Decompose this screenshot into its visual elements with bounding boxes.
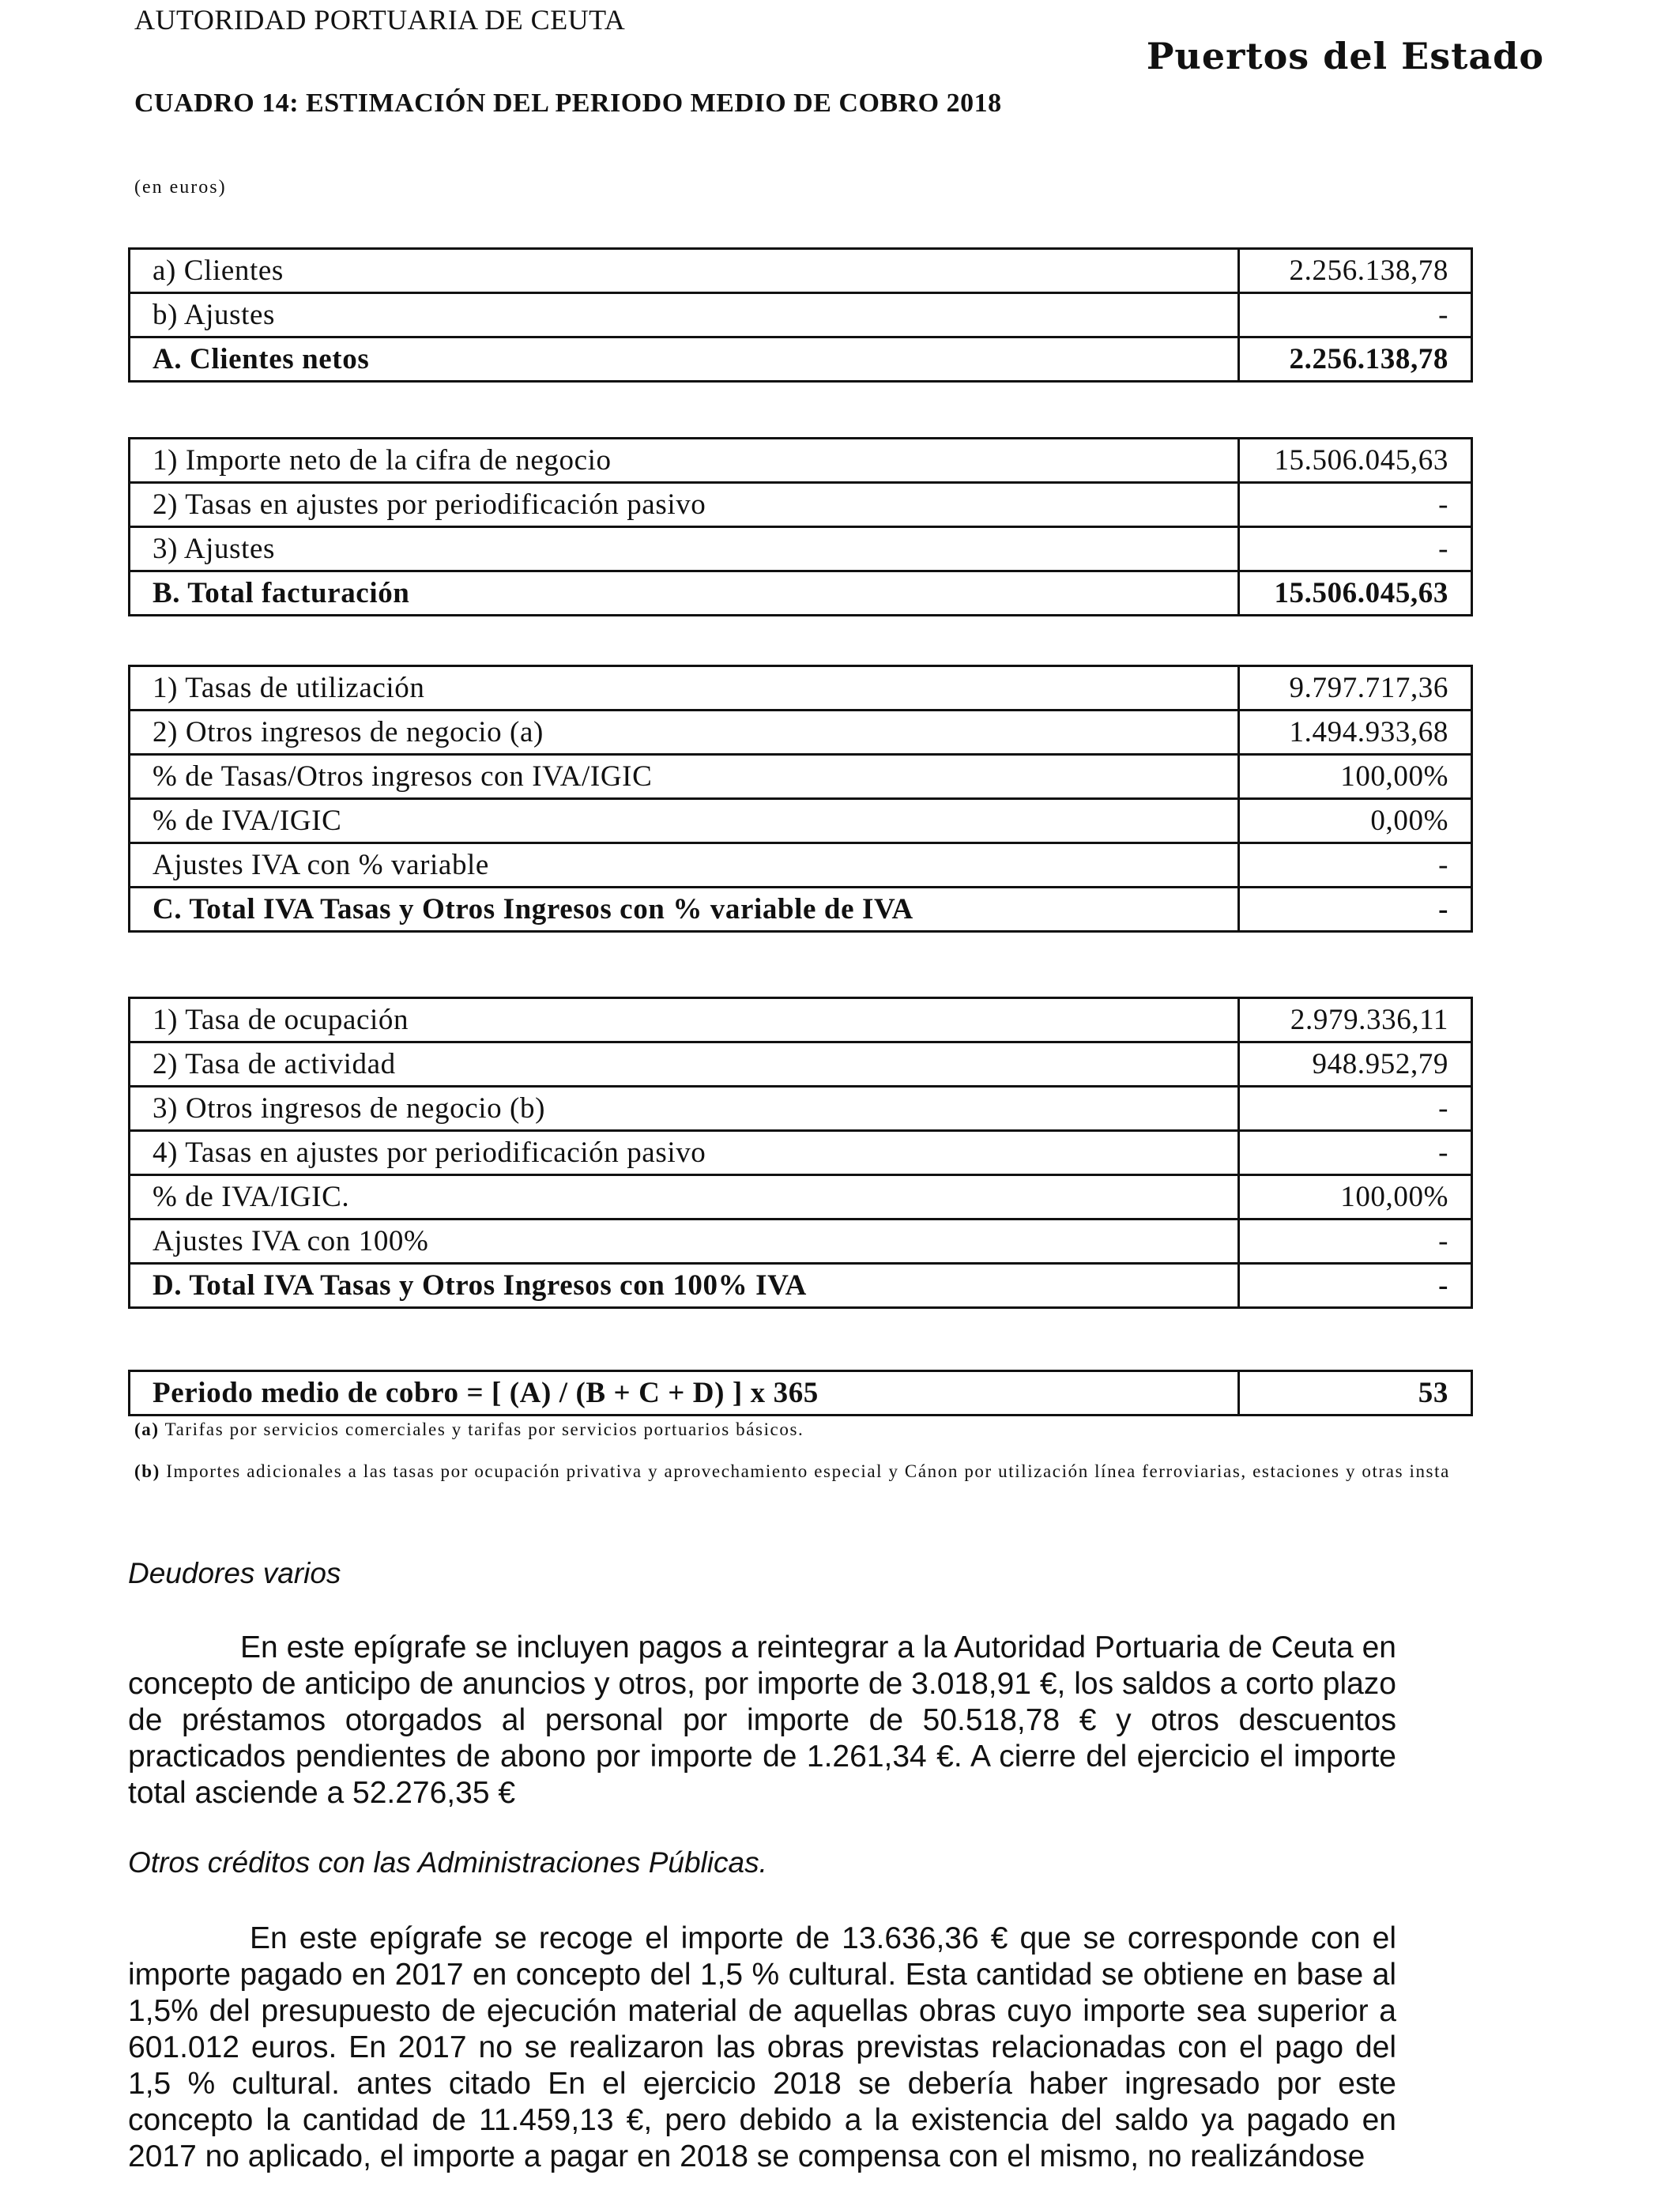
total-row [130, 1264, 1472, 1308]
total-row [130, 888, 1472, 932]
total-row [130, 1371, 1472, 1416]
row-value: 15.506.045,63 [1239, 439, 1472, 483]
row-value: 1.494.933,68 [1239, 711, 1472, 755]
table-row [130, 998, 1472, 1042]
section-heading-deudores: Deudores varios [128, 1557, 341, 1589]
row-label: % de IVA/IGIC [130, 799, 1239, 843]
table-row [130, 439, 1472, 483]
section-heading-otros-creditos: Otros créditos con las Administraciones Públicas. [128, 1846, 767, 1879]
row-value: 2.979.336,11 [1239, 998, 1472, 1042]
footnote-b [134, 1461, 1554, 1482]
total-row [130, 571, 1472, 616]
row-label: 1) Tasas de utilización [130, 666, 1239, 711]
row-value: - [1239, 888, 1472, 932]
organization-name: AUTORIDAD PORTUARIA DE CEUTA [134, 4, 626, 36]
row-value: - [1239, 1220, 1472, 1264]
row-value: - [1239, 527, 1472, 571]
row-label: 2) Tasa de actividad [130, 1042, 1239, 1087]
footnote-marker: (a) [134, 1419, 160, 1439]
table-row [130, 843, 1472, 888]
table-row [130, 527, 1472, 571]
row-value: 0,00% [1239, 799, 1472, 843]
row-label: % de Tasas/Otros ingresos con IVA/IGIC [130, 755, 1239, 799]
footnote-text: Importes adicionales a las tasas por ocupación privativa y aprovechamiento especial y Cánon por utilización línea ferroviarias, estaciones y otras insta [166, 1461, 1450, 1481]
row-value: - [1239, 1087, 1472, 1131]
section-paragraph-otros-creditos [128, 1921, 1396, 2175]
row-value: 2.256.138,78 [1239, 337, 1472, 382]
row-value: - [1239, 843, 1472, 888]
periodo-medio-cobro-table [128, 1370, 1473, 1416]
table-row [130, 1175, 1472, 1220]
row-label: 3) Ajustes [130, 527, 1239, 571]
unit-note: (en euros) [134, 177, 227, 198]
table-row [130, 483, 1472, 527]
row-value: 9.797.717,36 [1239, 666, 1472, 711]
section-paragraph-deudores [128, 1630, 1396, 1811]
row-label: 2) Otros ingresos de negocio (a) [130, 711, 1239, 755]
row-value: - [1239, 293, 1472, 337]
iva-variable-table [128, 665, 1473, 933]
table-title: CUADRO 14: ESTIMACIÓN DEL PERIODO MEDIO DE COBRO 2018 [134, 89, 1002, 118]
formula-value: 53 [1239, 1371, 1472, 1416]
row-label: B. Total facturación [130, 571, 1239, 616]
table-row [130, 1131, 1472, 1175]
table-row [130, 293, 1472, 337]
row-label: D. Total IVA Tasas y Otros Ingresos con 100% IVA [130, 1264, 1239, 1308]
facturacion-table [128, 437, 1473, 616]
row-value: - [1239, 1131, 1472, 1175]
row-label: b) Ajustes [130, 293, 1239, 337]
table-row [130, 711, 1472, 755]
row-label: C. Total IVA Tasas y Otros Ingresos con % variable de IVA [130, 888, 1239, 932]
row-label: 2) Tasas en ajustes por periodificación pasivo [130, 483, 1239, 527]
table-row [130, 1087, 1472, 1131]
row-value: - [1239, 483, 1472, 527]
row-value: 948.952,79 [1239, 1042, 1472, 1087]
row-label: % de IVA/IGIC. [130, 1175, 1239, 1220]
clientes-table [128, 247, 1473, 383]
formula-label: Periodo medio de cobro = [ (A) / (B + C + D) ] x 365 [130, 1371, 1239, 1416]
table-row [130, 666, 1472, 711]
row-value: 15.506.045,63 [1239, 571, 1472, 616]
row-label: 3) Otros ingresos de negocio (b) [130, 1087, 1239, 1131]
table-row [130, 249, 1472, 293]
paragraph-text: En este epígrafe se incluyen pagos a reintegrar a la Autoridad Portuaria de Ceuta en concepto de anticipo de anuncios y otros, por importe de 3.018,91 €, los saldos a corto plazo de préstamos otorgados al personal por importe de 50.518,78 € y otros descuentos practicados pendientes de abono por importe de 1.261,34 €. A cierre del ejercicio el importe total asciende a 52.276,35 € [128, 1630, 1396, 1810]
table-row [130, 1042, 1472, 1087]
row-value: - [1239, 1264, 1472, 1308]
row-label: Ajustes IVA con % variable [130, 843, 1239, 888]
row-label: Ajustes IVA con 100% [130, 1220, 1239, 1264]
footnote-text: Tarifas por servicios comerciales y tarifas por servicios portuarios básicos. [164, 1419, 804, 1439]
iva-100-table [128, 997, 1473, 1309]
row-label: 1) Tasa de ocupación [130, 998, 1239, 1042]
footnote-marker: (b) [134, 1461, 160, 1481]
row-label: 4) Tasas en ajustes por periodificación pasivo [130, 1131, 1239, 1175]
table-row [130, 799, 1472, 843]
table-row [130, 1220, 1472, 1264]
total-row [130, 337, 1472, 382]
row-label: A. Clientes netos [130, 337, 1239, 382]
row-label: a) Clientes [130, 249, 1239, 293]
paragraph-text: En este epígrafe se recoge el importe de 13.636,36 € que se corresponde con el importe pagado en 2017 en concepto del 1,5 % cultural. Esta cantidad se obtiene en base al 1,5% del presupuesto de ejecución material de aquellas obras cuyo importe sea superior a 601.012 euros. En 2017 no se realizaron las obras previstas relacionadas con el pago del 1,5 % cultural. antes citado En el ejercicio 2018 se debería haber ingresado por este concepto la cantidad de 11.459,13 €, pero debido a la existencia del saldo ya pagado en 2017 no aplicado, el importe a pagar en 2018 se compensa con el mismo, no realizándose [128, 1921, 1396, 2173]
footnote-a [134, 1419, 804, 1440]
brand-name: Puertos del Estado [1146, 35, 1544, 77]
table-row [130, 755, 1472, 799]
row-label: 1) Importe neto de la cifra de negocio [130, 439, 1239, 483]
row-value: 100,00% [1239, 755, 1472, 799]
row-value: 100,00% [1239, 1175, 1472, 1220]
row-value: 2.256.138,78 [1239, 249, 1472, 293]
